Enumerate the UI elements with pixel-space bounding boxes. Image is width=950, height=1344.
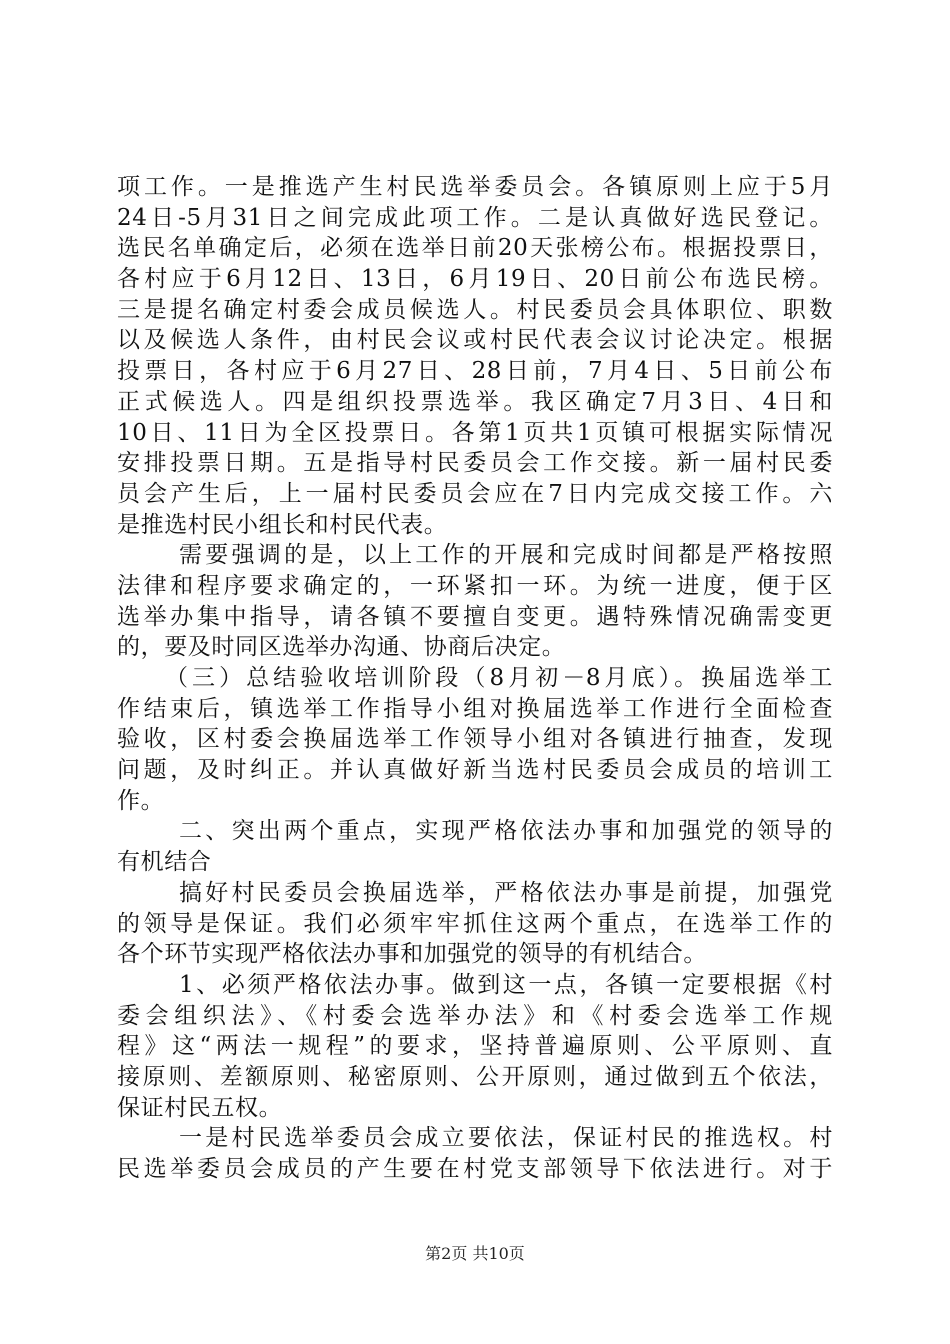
text-line: 投票日，各村应于6月27日、28日前，7月4日、5日前公布	[117, 358, 833, 385]
text-line: 选举办集中指导，请各镇不要擅自变更。遇特殊情况确需变更	[117, 603, 833, 630]
text-line: 法律和程序要求确定的，一环紧扣一环。为统一进度，便于区	[117, 572, 833, 599]
text-line: 三是提名确定村委会成员候选人。村民委员会具体职位、职数	[117, 296, 833, 323]
text-line: 验收，区村委会换届选举工作领导小组对各镇进行抽查，发现	[117, 726, 833, 753]
paragraph-first-line: 搞好村民委员会换届选举，严格依法办事是前提，加强党	[179, 879, 833, 906]
text-line: 选民名单确定后，必须在选举日前20天张榜公布。根据投票日，	[117, 235, 833, 262]
paragraph-first-line: 需要强调的是，以上工作的开展和完成时间都是严格按照	[179, 542, 833, 569]
text-line: 正式候选人。四是组织投票选举。我区确定7月3日、4日和	[117, 388, 833, 415]
text-line: 作结束后，镇选举工作指导小组对换届选举工作进行全面检查	[117, 695, 833, 722]
text-line: 员会产生后，上一届村民委员会应在7日内完成交接工作。六	[117, 480, 833, 507]
text-line: 10日、11日为全区投票日。各第1页共1页镇可根据实际情况	[117, 419, 833, 446]
section-heading: 有机结合	[117, 849, 212, 876]
text-line: 各个环节实现严格依法办事和加强党的领导的有机结合。	[117, 941, 707, 968]
text-line: 24日-5月31日之间完成此项工作。二是认真做好选民登记。	[117, 204, 833, 231]
paragraph-first-line: 1、必须严格依法办事。做到这一点，各镇一定要根据《村	[179, 971, 833, 998]
text-line: 问题，及时纠正。并认真做好新当选村民委员会成员的培训工	[117, 757, 833, 784]
paragraph-first-line: （三）总结验收培训阶段（8月初－8月底）。换届选举工	[165, 665, 833, 691]
text-line: 的，要及时同区选举办沟通、协商后决定。	[117, 634, 566, 661]
text-line: 接原则、差额原则、秘密原则、公开原则，通过做到五个依法，	[117, 1063, 833, 1090]
text-line: 的领导是保证。我们必须牢牢抓住这两个重点，在选举工作的	[117, 910, 833, 937]
text-line: 委会组织法》、《村委会选举办法》和《村委会选举工作规	[117, 1002, 833, 1029]
page-number-footer: 第2页 共10页	[425, 1244, 525, 1263]
text-line: 安排投票日期。五是指导村民委员会工作交接。新一届村民委	[117, 450, 833, 477]
text-line: 民选举委员会成员的产生要在村党支部领导下依法进行。对于	[117, 1156, 833, 1182]
text-line: 以及候选人条件，由村民会议或村民代表会议讨论决定。根据	[117, 327, 833, 354]
text-line: 作。	[117, 787, 165, 814]
text-line: 各村应于6月12日、13日，6月19日、20日前公布选民榜。	[117, 266, 833, 293]
section-heading: 二、突出两个重点，实现严格依法办事和加强党的领导的	[179, 818, 833, 845]
text-line: 项工作。一是推选产生村民选举委员会。各镇原则上应于5月	[117, 174, 833, 200]
document-body	[117, 172, 833, 1185]
text-line: 程》这“两法一规程”的要求，坚持普遍原则、公平原则、直	[117, 1033, 833, 1060]
text-line: 是推选村民小组长和村民代表。	[117, 511, 448, 538]
paragraph-first-line: 一是村民选举委员会成立要依法，保证村民的推选权。村	[179, 1125, 833, 1152]
text-line: 保证村民五权。	[117, 1094, 283, 1121]
